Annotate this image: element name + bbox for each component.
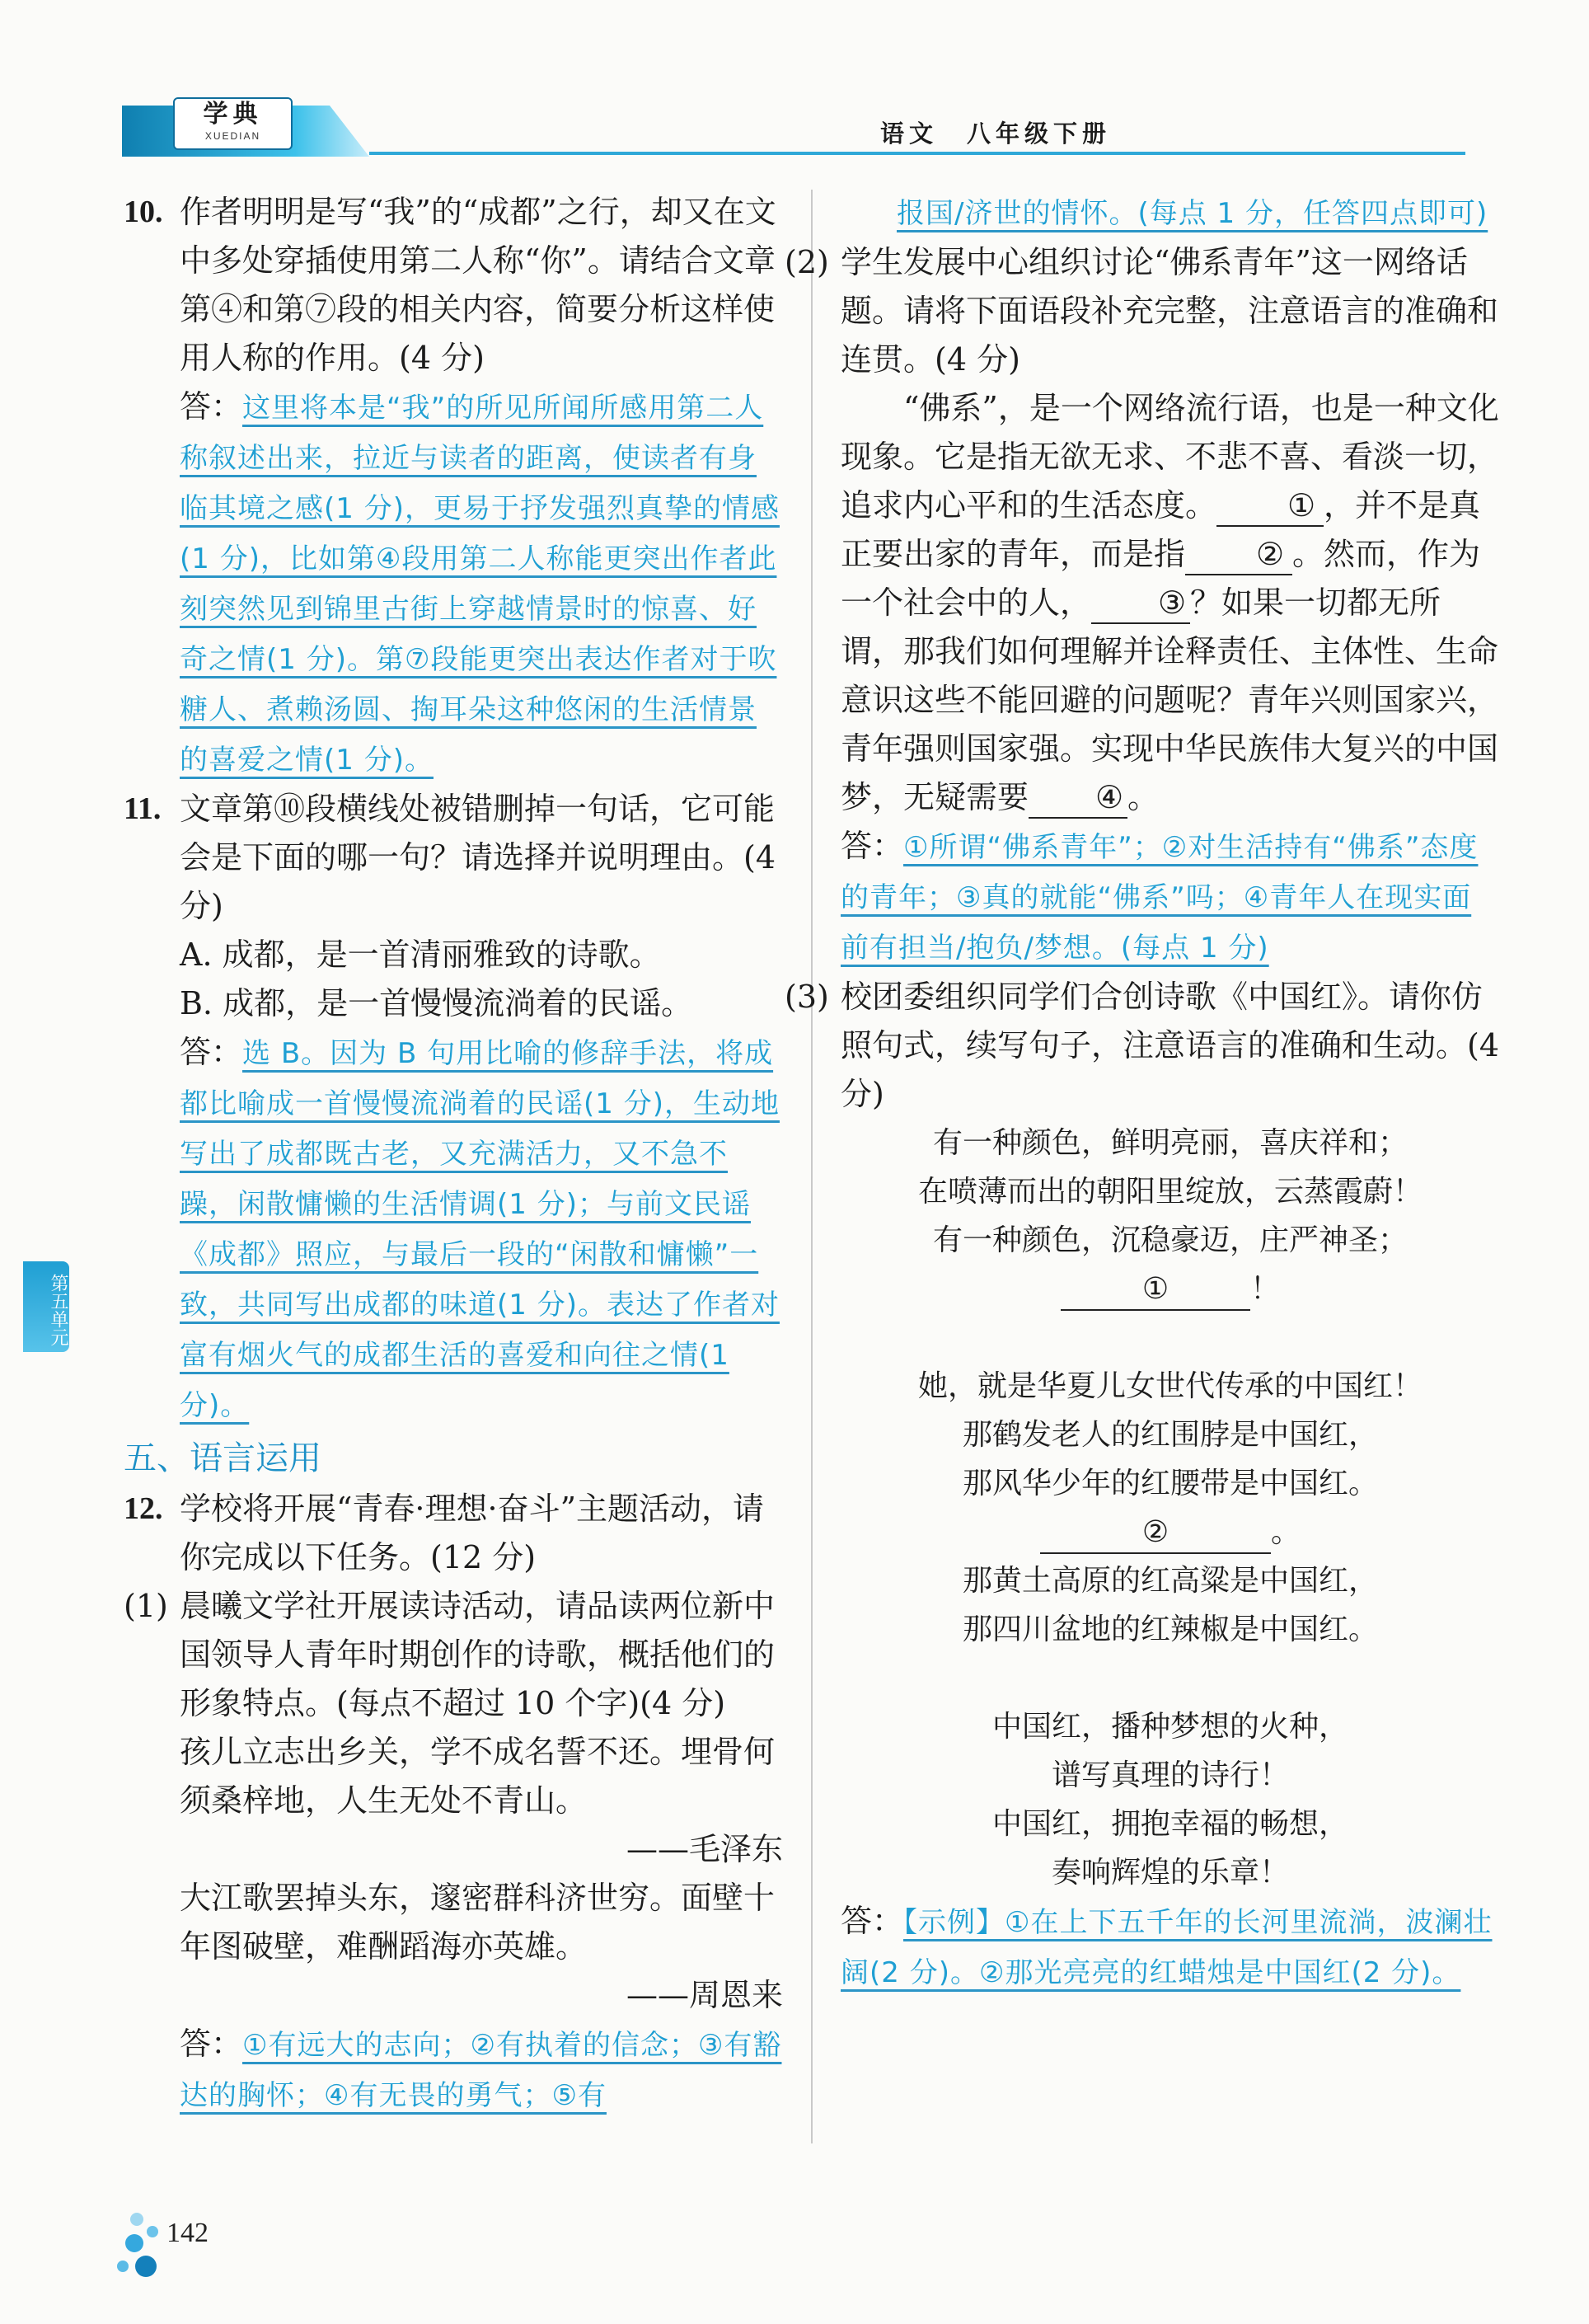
question-12 [124,1485,783,1582]
poem-author: ——周恩来 [626,1977,783,2013]
poem-line: 有一种颜色，沉稳豪迈，庄严神圣； [932,1223,1408,1257]
question-number: 11. [124,791,162,826]
answer [180,383,783,785]
poem-stanza-2 [841,1362,1500,1654]
sub-question-2 [785,238,1500,973]
passage-text: ？如果一切都无所谓，那我们如何理解并诠释责任、主体性、生命意识这些不能回避的问题呢？青年兴则国家兴，青年强则国家强。实现中华民族伟大复兴的中国梦，无疑需要 [841,585,1499,815]
poem-line: 那风华少年的红腰带是中国红。 [962,1467,1378,1500]
sub-question-text: 学生发展中心组织讨论“佛系青年”这一网络话题。请将下面语段补充完整，注意语言的准确和连贯。(4 分) [841,244,1499,378]
poem-mao: 孩儿立志出乡关，学不成名誓不还。埋骨何须桑梓地，人生无处不青山。 [180,1734,776,1819]
right-column [785,188,1500,1998]
answer-label: 答： [180,1034,243,1070]
answer-text: 这里将本是“我”的所见所闻所感用第二人称叙述出来，拉近与读者的距离，使读者有身临其境之感(1 分)，更易于抒发强烈真挚的情感(1 分)，比如第④段用第二人称能更突出作者此刻突然见到锦里古街上穿越情景时的惊喜、好奇之情(1 分)。第⑦段能更突出表达作者对于吹糖人、煮赖汤圆、掏耳朵这种悠闲的生活情景的喜爱之情(1 分)。 [180,392,780,777]
left-column [124,188,783,2120]
sub-question-number: (1) [124,1588,168,1624]
page-header [122,97,1465,163]
page-number: 142 [166,2218,209,2248]
question-number: 10. [124,195,163,229]
page-decoration-dots [124,2201,173,2292]
poem-blank-line [841,1265,1500,1313]
answer-continued [897,188,1500,238]
poem-line: 那鹤发老人的红围脖是中国红， [962,1418,1378,1452]
option-a: A. 成都，是一首清丽雅致的诗歌。 [180,937,661,973]
blank-2: ② [1040,1513,1271,1554]
logo-english: XUEDIAN [204,130,261,142]
answer-label: 答： [841,1903,904,1939]
poem-line: 在喷薄而出的朝阳里绽放，云蒸霞蔚！ [917,1175,1423,1209]
poem-blank-line [841,1508,1500,1556]
passage-text: ，并不是真正要出家的青年，而是指 [841,487,1481,572]
header-rule [369,152,1465,155]
logo-chinese: 学典 [203,100,263,129]
answer [180,2020,783,2120]
passage-text: 。 [1127,779,1160,815]
sub-question-text: 校团委组织同学们合创诗歌《中国红》。请你仿照句式，续写句子，注意语言的准确和生动。(4 分) [841,979,1500,1112]
poem-line: 有一种颜色，鲜明亮丽，喜庆祥和； [932,1126,1408,1160]
poem-punct: ！ [1249,1272,1280,1306]
poem-line: 那四川盆地的红辣椒是中国红。 [962,1613,1378,1646]
passage-text: “佛系”，是一个网络流行语，也是一种文化现象。它是指无欲无求、不悲不喜、看淡一切，追求内心平和的生活态度。 [841,390,1499,523]
section-title: 五、语言运用 [124,1439,321,1477]
book-title: 语文 八年级下册 [879,120,1111,148]
answer-text: 【示例】①在上下五千年的长河里流淌，波澜壮阔(2 分)。②那光亮亮的红蜡烛是中国红(2 分)。 [841,1906,1493,1989]
blank-2: ② [1185,534,1292,575]
question-10 [124,188,783,785]
poem-line: 奏响辉煌的乐章！ [1051,1856,1289,1890]
passage-text: 。然而，作为一个社会中的人， [841,536,1481,621]
answer-label: 答： [180,388,243,425]
blank-1: ① [1061,1270,1250,1311]
poem-line: 中国红，播种梦想的火种， [991,1710,1348,1744]
poem-line: 那黄土高原的红高粱是中国红， [962,1564,1378,1598]
unit-tab: 第五单元 [23,1261,69,1352]
blank-3: ③ [1091,583,1190,624]
answer [180,1028,783,1430]
answer-text: ①所谓“佛系青年”；②对生活持有“佛系”态度的青年；③真的就能“佛系”吗；④青年人在现实面前有担当/抱负/梦想。(每点 1 分) [841,831,1479,965]
poem-zhou: 大江歌罢掉头东，邃密群科济世穷。面壁十年图破壁，难酬蹈海亦英雄。 [180,1880,776,1965]
answer-label: 答： [841,828,904,864]
question-11 [124,785,783,1430]
sub-question-number: (3) [785,979,829,1015]
question-number: 12. [124,1491,163,1526]
sub-question-1-continued [841,188,1500,238]
blank-4: ④ [1029,777,1127,819]
poem-punct: 。 [1270,1515,1301,1549]
answer [841,822,1500,973]
fill-passage [841,384,1500,822]
answer-text: ①有远大的志向；②有执着的信念；③有豁达的胸怀；④有无畏的勇气；⑤有 [180,2029,782,2112]
answer-text: 选 B。因为 B 句用比喻的修辞手法，将成都比喻成一首慢慢流淌着的民谣(1 分)，生动地写出了成都既古老，又充满活力，又不急不躁，闲散慵懒的生活情调(1 分)；与前文民谣《成都》照应，与最后一段的“闲散和慵懒”一致，共同写出成都的味道(1 分)。表达了作者对富有烟火气的成都生活的喜爱和向往之情(1 分)。 [180,1037,780,1422]
question-text: 文章第⑩段横线处被错删掉一句话，它可能会是下面的哪一句？请选择并说明理由。(4 分) [180,791,776,924]
sub-question-number: (2) [785,244,829,280]
poem-line: 她，就是华夏儿女世代传承的中国红！ [917,1369,1423,1403]
option-b: B. 成都，是一首慢慢流淌着的民谣。 [180,985,693,1021]
answer-text: 报国/济世的情怀。(每点 1 分，任答四点即可) [897,197,1488,230]
answer-label: 答： [180,2026,243,2062]
sub-question-text: 晨曦文学社开展读诗活动，请品读两位新中国领导人青年时期创作的诗歌，概括他们的形象特点。(每点不超过 10 个字)(4 分) [180,1588,776,1721]
question-text: 作者明明是写“我”的“成都”之行，却又在文中多处穿插使用第二人称“你”。请结合文章第④和第⑦段的相关内容，简要分析这样使用人称的作用。(4 分) [180,194,776,376]
logo [173,97,293,150]
poem-line: 谱写真理的诗行！ [1051,1758,1289,1792]
poem-stanza-1 [841,1119,1500,1313]
sub-question-3 [785,973,1500,1998]
poem-stanza-3 [841,1702,1500,1897]
poem-author: ——毛泽东 [626,1831,783,1867]
blank-1: ① [1216,486,1324,527]
sub-question-1 [124,1582,783,2120]
question-text: 学校将开展“青春·理想·奋斗”主题活动，请你完成以下任务。(12 分) [180,1491,765,1575]
answer [841,1897,1500,1998]
poem-line: 中国红，拥抱幸福的畅想， [991,1807,1348,1841]
